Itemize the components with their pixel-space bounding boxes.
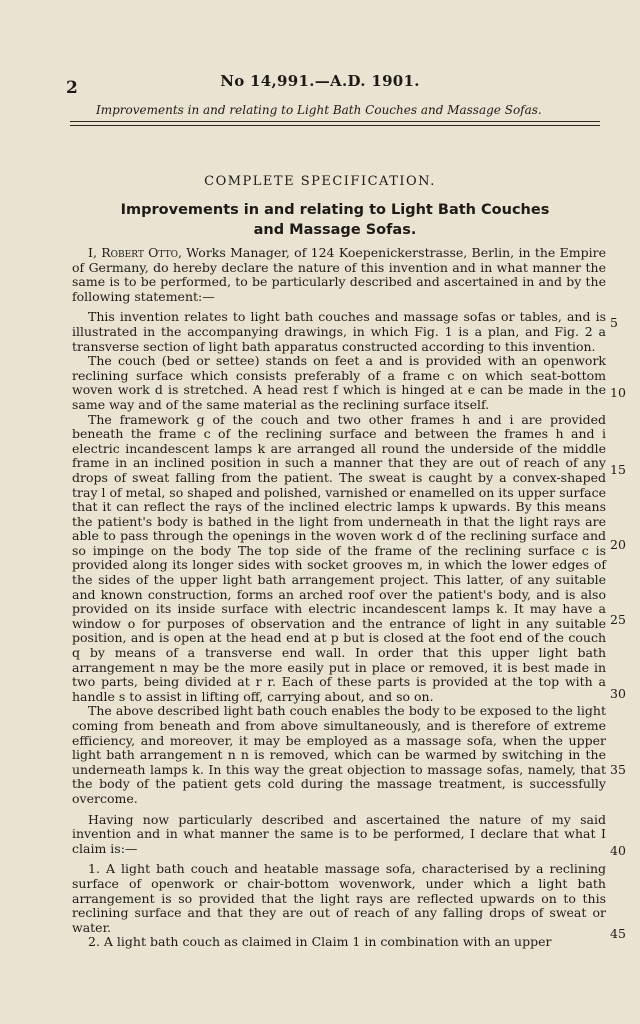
paragraph-couch: The couch (bed or settee) stands on feet a and is provided with an openwork reclining surface which consists preferably of a frame c on which seat-bottom woven work d is stretched. A head rest f which is hinged at e can be made in the same way and of the same material as the reclining surface itself. [72, 353, 606, 412]
line-number: 5 [610, 315, 618, 330]
claim-2: 2. A light bath couch as claimed in Claim 1 in combination with an upper [88, 934, 552, 950]
line-number: 30 [610, 686, 626, 701]
paragraph-declaration [72, 246, 606, 304]
declaration-lead: I, [88, 245, 102, 260]
header-rule-top [70, 121, 600, 122]
declaration-text: , Works Manager, of 124 Koepenickerstrasse, Berlin, in the Empire of Germany, do hereby declare the nature of this invention and in what manner the same is to be performed, to be particularly described and ascertained in and by the following statement:— [72, 245, 606, 304]
claim-1: 1. A light bath couch and heatable massage sofa, characterised by a reclining surface of openwork or chair-bottom wovenwork, under which a light bath arrangement is so provided that the light rays are reflected upwards on to this reclining surface and that they are out of reach of any falling drops of sweat or water. [72, 861, 606, 935]
running-title: Improvements in and relating to Light Bath Couches and Massage Sofas. [96, 103, 542, 117]
line-number: 25 [610, 612, 626, 627]
inventor-name: Robert Otto [101, 245, 178, 260]
page-number: 2 [66, 78, 78, 98]
paragraph-efficiency: The above described light bath couch enables the body to be exposed to the light coming from beneath and from above simultaneously, and is therefore of extreme efficiency, and moreover, it may be employed as a massage sofa, when the upper light bath arrangement n n is removed, which can be warmed by switching in the underneath lamps k. In this way the great objection to massage sofas, namely, that the body of the patient gets cold during the massage treatment, is successfully overcome. [72, 703, 606, 806]
paragraph-claim-intro: Having now particularly described and ascertained the nature of my said invention and in what manner the same is to be performed, I declare that what I claim is:— [72, 811, 606, 856]
document-title: Improvements in and relating to Light Bath Couches and Massage Sofas. [120, 202, 550, 238]
patent-reference: No 14,991.—A.D. 1901. [220, 72, 420, 90]
section-heading: COMPLETE SPECIFICATION. [204, 174, 436, 189]
paragraph-introduction: This invention relates to light bath couches and massage sofas or tables, and is illustrated in the accompanying drawings, in which Fig. 1 is a plan, and Fig. 2 a transverse section of light bath apparatus constructed according to this invention. [72, 309, 606, 354]
paragraph-framework: The framework g of the couch and two other frames h and i are provided beneath the frame c of the reclining surface and between the frames h and i electric incandescent lamps k are arranged all round the underside of the middle frame in an inclined position in such a manner that they are out of reach of any drops of sweat falling from the patient. The sweat is caught by a convex-shaped tray l of metal, so shaped and polished, varnished or enamelled on its upper surface that it can reflect the rays of the inclined electric lamps k upwards. By this means the patient's body is bathed in the light from underneath in that the light rays are able to pass through the openings in the woven work d of the reclining surface and so impinge on the body The top side of the frame of the reclining surface c is provided along its longer sides with socket grooves m, in which the lower edges of the sides of the upper light bath arrangement project. This latter, of any suitable and known construction, forms an arched roof over the patient's body, and is also provided on its inside surface with electric incandescent lamps k. It may have a window o for purposes of observation and the entrance of light in any suitable position, and is open at the head end at p but is closed at the foot end of the couch q by means of a transverse end wall. In order that this upper light bath arrangement n may be the more easily put in place or removed, it is best made in two parts, being divided at r r. Each of these parts is provided at the top with a handle s to assist in lifting off, carrying about, and so on. [72, 411, 606, 704]
line-number: 10 [610, 385, 626, 400]
specification-body [72, 246, 606, 950]
line-number: 20 [610, 537, 626, 552]
line-number: 35 [610, 762, 626, 777]
line-number: 40 [610, 843, 626, 858]
line-number: 15 [610, 462, 626, 477]
line-number: 45 [610, 926, 626, 941]
header-rule-bottom [70, 125, 600, 126]
